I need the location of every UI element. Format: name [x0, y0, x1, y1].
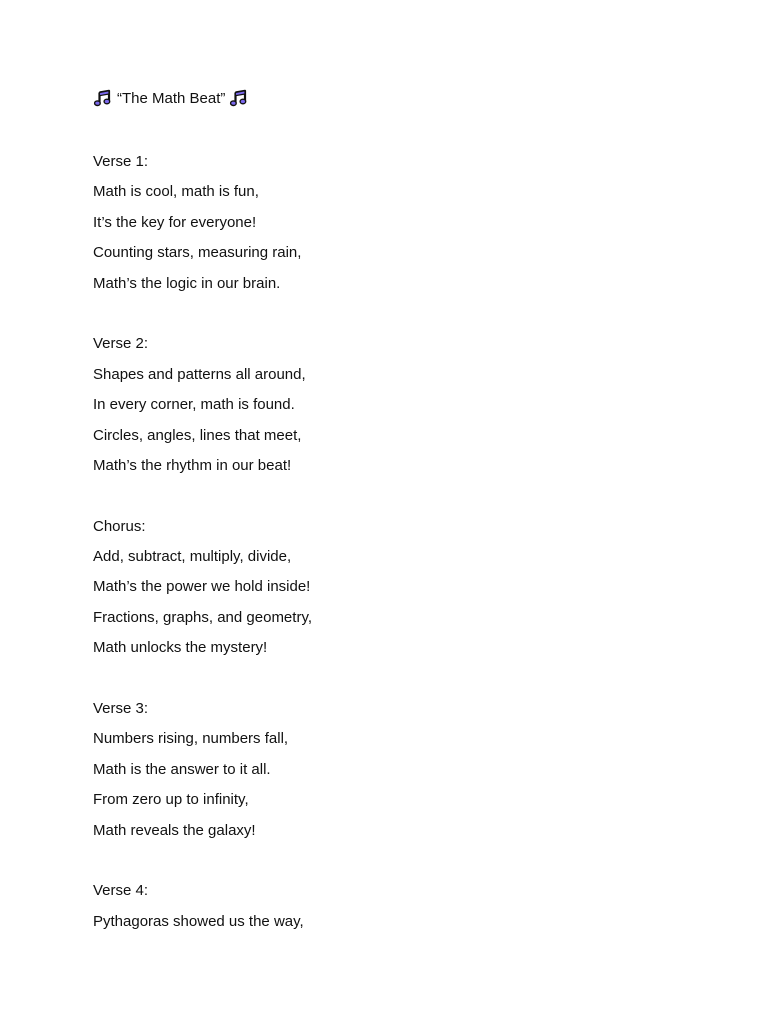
- song-document: [93, 86, 713, 968]
- lyric-line: Pythagoras showed us the way,: [93, 912, 304, 930]
- stanza-heading: Verse 4:: [93, 882, 149, 900]
- lyric-line: From zero up to infinity,: [93, 791, 249, 809]
- stanza-heading: Chorus:: [93, 517, 146, 535]
- lyric-line: Math’s the power we hold inside!: [93, 578, 311, 596]
- stanza-heading: Verse 3:: [93, 700, 149, 718]
- musical-notes-icon: [93, 88, 113, 108]
- lyric-line: Math reveals the galaxy!: [93, 821, 256, 839]
- lyric-line: Counting stars, measuring rain,: [93, 244, 302, 262]
- musical-notes-icon: [229, 88, 249, 108]
- song-title: “The Math Beat”: [117, 89, 226, 107]
- lyric-line: Circles, angles, lines that meet,: [93, 426, 302, 444]
- lyric-line: Math unlocks the mystery!: [93, 639, 268, 657]
- lyric-line: Add, subtract, multiply, divide,: [93, 548, 292, 566]
- stanza-verse-2: [93, 329, 713, 481]
- lyric-line: Math’s the logic in our brain.: [93, 274, 281, 292]
- lyric-line: Fractions, graphs, and geometry,: [93, 608, 312, 626]
- lyric-line: It’s the key for everyone!: [93, 213, 257, 231]
- lyric-line: Math is the answer to it all.: [93, 760, 271, 778]
- stanza-verse-4: [93, 876, 713, 937]
- lyric-line: Numbers rising, numbers fall,: [93, 730, 289, 748]
- stanza-heading: Verse 2:: [93, 335, 149, 353]
- lyric-line: Math’s the rhythm in our beat!: [93, 456, 292, 474]
- stanza-verse-1: [93, 147, 713, 299]
- stanza-heading: Verse 1:: [93, 153, 149, 170]
- song-title-row: [93, 86, 713, 110]
- stanza-verse-3: [93, 694, 713, 846]
- lyric-line: Shapes and patterns all around,: [93, 365, 306, 383]
- stanza-chorus: [93, 512, 713, 664]
- lyric-line: In every corner, math is found.: [93, 396, 295, 414]
- lyric-line: Math is cool, math is fun,: [93, 183, 259, 201]
